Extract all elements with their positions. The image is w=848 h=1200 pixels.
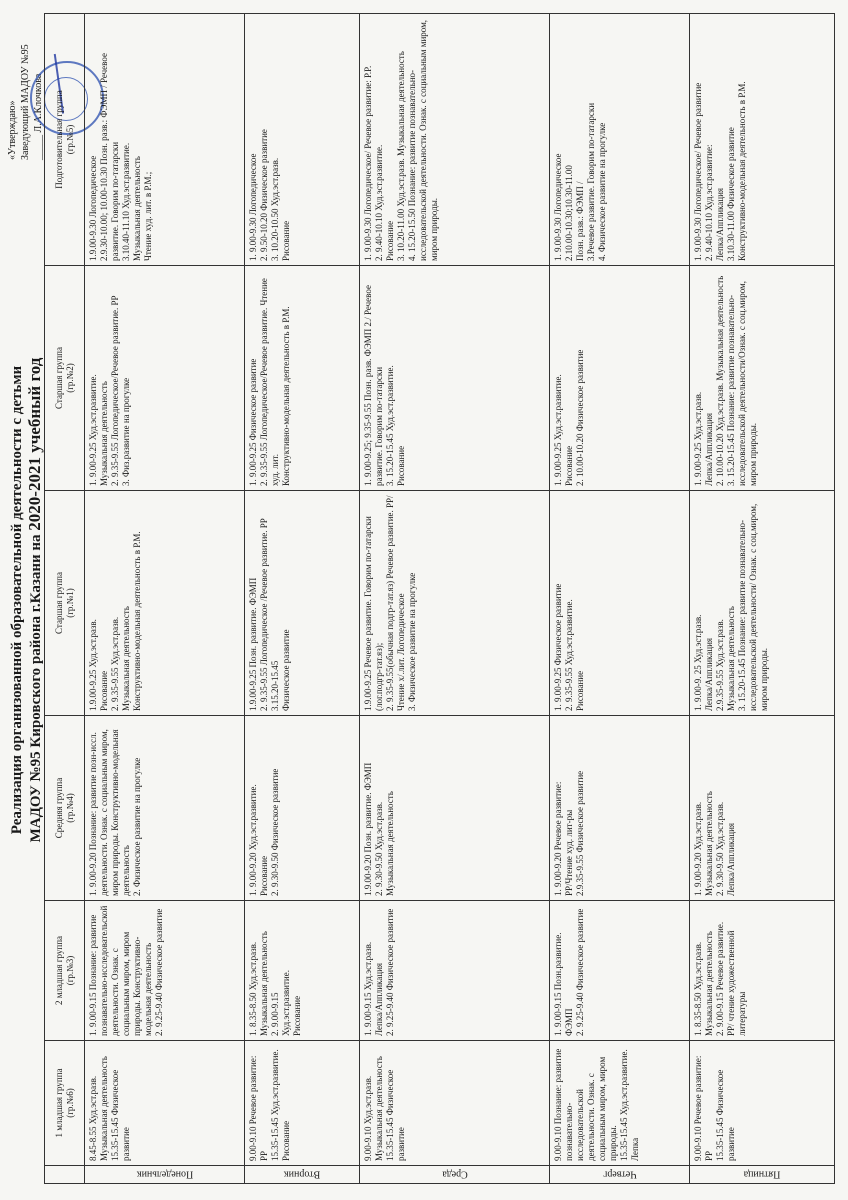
- table-row: [85, 14, 245, 1184]
- schedule-cell: 1.9.00-9.25 Позн. развитие. ФЭМП 2. 9.35-9.55 Логопедическое /Речевое развитие. РР 3.15.20-15.45 Физическое развитие: [245, 491, 360, 716]
- column-header: Подготовительная группа (гр.№5): [45, 14, 85, 266]
- schedule-cell: 1.9.00-9.30 Логопедическое 2.9.30-10.00; 10.00-10.30 Позн. разв.: ФЭМП / Речевое развитие. Говорим по-татарски 3.10.40-11.10 Худ.эст.развитие. Музыкальная деятельность Чтение худ. лит. в Р.М.;: [85, 14, 245, 266]
- column-header: 1 младшая группа (гр.№6): [45, 1041, 85, 1166]
- schedule-cell: 9.00-9.10 Худ.эст.разв. Музыкальная деятельность 15.35-15.45 Физическое развитие: [360, 1041, 550, 1166]
- table-row: [690, 14, 835, 1184]
- schedule-cell: 1. 9.00-9.20 Речевое развитие: РР/Чтение худ. лит-ры 2.9.35-9.55 Физическое развитие: [550, 716, 690, 901]
- schedule-cell: 1. 9.00-9.15 Познание: развитие познавательно-исследовательской деятельности. Ознак. с социальным миром, миром природы. Конструктивно-модельная деятельность 2. 9.25-9.40 Физическое развитие: [85, 901, 245, 1041]
- schedule-cell: 9.00-9.10 Речевое развитие: РР 15.35-15.45 Худ.эст.развитие. Рисование: [245, 1041, 360, 1166]
- day-cell: [360, 1166, 550, 1184]
- schedule-cell: 1. 9.00-9.25 Худ.эст.разв. Лепка/Аппликация 2. 10.00-10.20 Худ.эст.разв. Музыкальная деятельность 3. 15.20-15.45 Познание: развитие познавательно-исследовательской деятельности/Ознак. с соц.миром, миром природы.: [690, 266, 835, 491]
- schedule-cell: 1. 8.35-8.50 Худ.эст.разв. Музыкальная деятельность 2. 9.00-9.15 Речевое развитие. РР/ чтение художественной литературы: [690, 901, 835, 1041]
- schedule-cell: 1. 9.00-9.15 Позн.развитие. ФЭМП 2. 9.25-9.40 Физическое развитие: [550, 901, 690, 1041]
- day-cell: [690, 1166, 835, 1184]
- approval-line-1: «Утверждаю»: [7, 100, 18, 160]
- schedule-cell: 1. 9.00-9.30 Логопедическое/ Речевое развитие 2. 9.40-10.10 Худ.эст.развитие: Лепка/Аппликация 3.10.30-11.00 Физическое развитие Конструктивно-модельная деятельность в Р.М.: [690, 14, 835, 266]
- schedule-cell: 1. 9.00-9.25 Худ.эст.развитие. Рисование 2. 10.00-10.20 Физическое развитие: [550, 266, 690, 491]
- schedule-table: [44, 13, 835, 1184]
- approval-line-2: Заведующий МАДОУ №95: [20, 44, 31, 160]
- schedule-cell: 1. 9.00-9.30 Логопедическое 2.10.00-10.30;10.30-11.00 Позн. разв.: ФЭМП / 3.Речевое развитие. Говорим по-татарски 4. Физическое развитие на прогулке: [550, 14, 690, 266]
- schedule-cell: 1.9.00-9.25 Речевое развитие. Говорим по-татарски (лог.подгр-тат.яз); 2. 9.35-9.55(обычная подгр-тат.яз) Речевое развитие. РР/ Чтение х/.лит. Логопедическое 3. Физическое развитие на прогулке: [360, 491, 550, 716]
- schedule-cell: 1. 9.00-9.25 Худ.эст.развитие. Музыкальная деятельность 2. 9.35-9.55 Логопедическое/Речевое развитие. РР 3. Физ.развитие на прогулке: [85, 266, 245, 491]
- schedule-cell: 1. 9.00-9.25; 9.35-9.55 Позн. разв. ФЭМП 2./ Речевое развитие. Говорим по-татарски 3. 15.20-15.45 Худ.эст.развитие. Рисование: [360, 266, 550, 491]
- column-header: Средняя группа (гр.№4): [45, 716, 85, 901]
- schedule-cell: 1. 9.00-9.20 Худ.эст.разв. Музыкальная деятельность 2. 9.30-9.50 Худ.эст.разв. Лепка/Аппликация: [690, 716, 835, 901]
- column-header: 2 младшая группа (гр.№3): [45, 901, 85, 1041]
- day-label: Среда: [441, 1169, 468, 1180]
- schedule-cell: 1. 9.00-9.20 Худ.эст.развитие. Рисование 2. 9.30-9.50 Физическое развитие: [245, 716, 360, 901]
- header-row: [45, 14, 85, 1184]
- table-row: [360, 14, 550, 1184]
- column-header: Старшая группа (гр.№1): [45, 491, 85, 716]
- schedule-cell: 1.9.00-9.20 Позн. развитие. ФЭМП 2. 9.30-9.50 Худ.эст.разв. Музыкальная деятельность: [360, 716, 550, 901]
- title-line-1: Реализация организованной образовательной деятельности с детьми: [9, 365, 25, 835]
- schedule-cell: 1. 8.35-8.50 Худ.эст.разв. Музыкальная деятельность 2. 9.00-9.15 Худ.эст.развитие. Рисование: [245, 901, 360, 1041]
- schedule-cell: 1. 9.00-9.20 Познание: развитие позн-иссл. деятельности. Ознак. с социальным миром, миром природы. Конструктивно-модельная деятельность 2. Физическое развитие на прогулке: [85, 716, 245, 901]
- page-title: [8, 40, 45, 1160]
- title-line-2: [26, 40, 45, 1160]
- table-row: [550, 14, 690, 1184]
- corner-cell: [45, 1166, 85, 1184]
- title-year: 2020-2021 учебный год: [25, 357, 44, 531]
- schedule-cell: 1.9.00-9.25 Худ.эст.разв. Рисование 2. 9.35-9.55 Худ.эст.разв. Музыкальная деятельность Конструктивно-модельная деятельность в Р.М.: [85, 491, 245, 716]
- schedule-cell: 1. 9.00-9.30 Логопедическое 2. 9.50-10.20 Физическое развитие 3. 10.20-10.50 Худ.эст.разв. Рисование: [245, 14, 360, 266]
- column-header: Старшая группа (гр.№2): [45, 266, 85, 491]
- day-label: Пятница: [743, 1169, 781, 1180]
- day-label: Вторник: [283, 1169, 321, 1180]
- schedule-cell: 1. 9.00-9.15 Худ.эст.разв. Лепка/Аппликация 2. 9.25-9.40 Физическое развитие: [360, 901, 550, 1041]
- schedule-cell: 1. 9.00-9.25 Физическое развитие 2. 9.35-9.55 Логопедическое/Речевое развитие. Чтение худ. лит. Конструктивно-модельная деятельность в Р.М.: [245, 266, 360, 491]
- schedule-cell: 9.00-9.10 Познание: развитие познавательно-исследовательской деятельности. Ознак. с социальным миром, миром природы. 15.35-15.45 Худ.эст.развитие. Лепка: [550, 1041, 690, 1166]
- approval-line-3: _____ Л.А.Клочкова: [33, 73, 44, 160]
- schedule-cell: 9.00-9.10 Речевое развитие: РР 15.35-15.45 Физическое развитие: [690, 1041, 835, 1166]
- schedule-cell: 1. 9.00-9. 25 Худ.эст.разв. Лепка/Аппликация 2.9.35-9.55 Худ.эст.разв. Музыкальная деятельность 3. 15.20-15.45 Познание: развитие познавательно-исследовательской деятельности/ Ознак. с соц.миром, миром природы.: [690, 491, 835, 716]
- schedule-cell: 8.45-8.55 Худ.эст.разв. Музыкальная деятельность 15.35-15.45 Физическое развитие: [85, 1041, 245, 1166]
- schedule-cell: 1. 9.00-9.30 Логопедическое/ Речевое развитие: Р.Р. 2. 9.40-10.10 Худ.эст.развитие. Рисование 3. 10.20-11.00 Худ.эст.разв. Музыкальная деятельность 4. 15.20-15.50 Познание: развитие познавательно-исследовательской деятельности. Ознак. с социальным миром, миром природы.: [360, 14, 550, 266]
- day-label: Четверг: [602, 1169, 637, 1180]
- schedule-cell: 1. 9.00-9.25 Физическое развитие 2. 9.35-9.55 Худ.эст.развитие. Рисование: [550, 491, 690, 716]
- day-cell: [85, 1166, 245, 1184]
- table-row: [245, 14, 360, 1184]
- day-label: Понедельник: [136, 1169, 193, 1180]
- day-cell: [245, 1166, 360, 1184]
- day-cell: [550, 1166, 690, 1184]
- title-line-2-text: МАДОУ №95 Кировского района г.Казани на: [28, 534, 44, 843]
